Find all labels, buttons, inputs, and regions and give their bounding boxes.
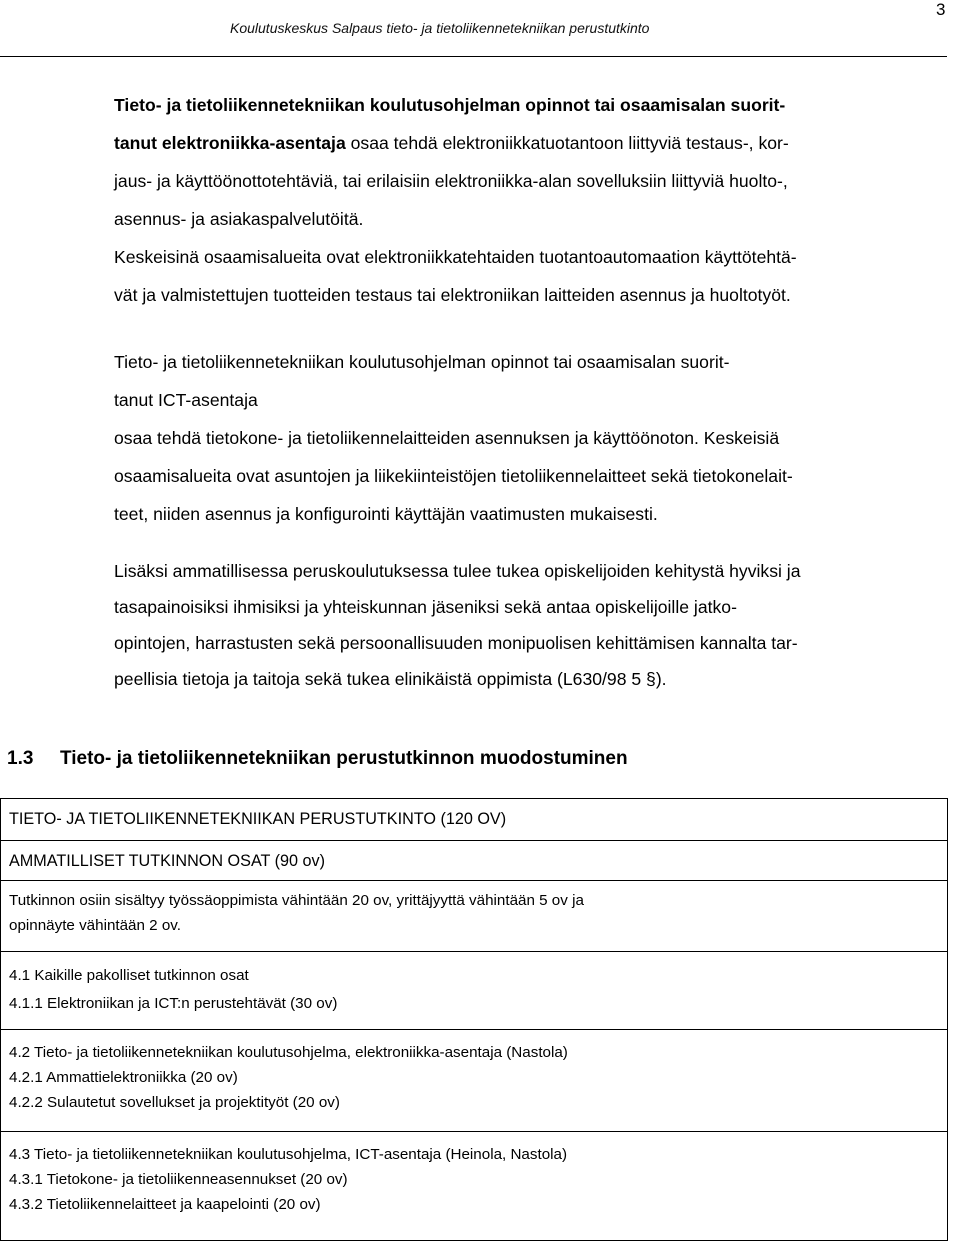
- table-row: [1, 952, 947, 1030]
- paragraph-ict-installer: [114, 343, 956, 533]
- page-header: [0, 0, 960, 60]
- table-line: 4.2.1 Ammattielektroniikka (20 ov): [9, 1069, 238, 1086]
- bold-term: tanut elektroniikka-asentaja: [114, 133, 346, 153]
- table-line: 4.3.1 Tietokone- ja tietoliikenneasennukset (20 ov): [9, 1171, 348, 1188]
- table-line: 4.2 Tieto- ja tietoliikennetekniikan koulutusohjelma, elektroniikka-asentaja (Nastola): [9, 1044, 568, 1061]
- paragraph-line: peellisia tietoja ja taitoja sekä tukea elinikäistä oppimista (L630/98 5 §).: [114, 669, 667, 689]
- paragraph-key-areas: [114, 238, 956, 314]
- table-line: opinnäyte vähintään 2 ov.: [9, 917, 181, 934]
- section-number: 1.3: [7, 748, 34, 769]
- table-line: 4.3.2 Tietoliikennelaitteet ja kaapelointi (20 ov): [9, 1196, 321, 1213]
- paragraph-line: teet, niiden asennus ja konfigurointi käyttäjän vaatimusten mukaisesti.: [114, 504, 658, 524]
- table-row: [1, 799, 947, 841]
- table-row: [1, 1132, 947, 1217]
- paragraph-electronics-installer: [114, 86, 956, 238]
- paragraph-general-education: [114, 553, 956, 697]
- paragraph-line: jaus- ja käyttöönottotehtäviä, tai erilaisiin elektroniikka-alan sovelluksiin liittyviä huolto-,: [114, 171, 788, 191]
- paragraph-line: Tieto- ja tietoliikennetekniikan koulutusohjelman opinnot tai osaamisalan suorit-: [114, 352, 730, 372]
- paragraph-line: vät ja valmistettujen tuotteiden testaus tai elektroniikan laitteiden asennus ja huoltotyöt.: [114, 285, 791, 305]
- paragraph-line: tanut ICT-asentaja: [114, 390, 258, 410]
- page-number: 3: [936, 0, 946, 19]
- vocational-units-title: AMMATILLISET TUTKINNON OSAT (90 ov): [9, 852, 326, 870]
- paragraph-line: Keskeisinä osaamisalueita ovat elektroniikkatehtaiden tuotantoautomaation käyttötehtä-: [114, 247, 797, 267]
- paragraph-line: asennus- ja asiakaspalvelutöitä.: [114, 209, 364, 229]
- paragraph-line: osaa tehdä elektroniikkatuotantoon liittyviä testaus-, kor-: [345, 133, 789, 153]
- degree-structure-table: [0, 798, 948, 1241]
- paragraph-line: osaamisalueita ovat asuntojen ja liikekiinteistöjen tietoliikennelaitteet sekä tietokonelait-: [114, 466, 793, 486]
- paragraph-line: Tieto- ja tietoliikennetekniikan koulutusohjelman opinnot tai osaamisalan suorit-: [114, 95, 786, 115]
- table-line: Tutkinnon osiin sisältyy työssäoppimista vähintään 20 ov, yrittäjyyttä vähintään 5 ov ja: [9, 892, 584, 909]
- table-line: 4.3 Tieto- ja tietoliikennetekniikan koulutusohjelma, ICT-asentaja (Heinola, Nastola): [9, 1146, 568, 1163]
- paragraph-line: Lisäksi ammatillisessa peruskoulutuksessa tulee tukea opiskelijoiden kehitystä hyviksi ja: [114, 561, 801, 581]
- table-row: [1, 881, 947, 952]
- section-heading: [7, 744, 947, 774]
- body-content: [114, 86, 956, 697]
- paragraph-line: osaa tehdä tietokone- ja tietoliikennelaitteiden asennuksen ja käyttöönoton. Keskeisiä: [114, 428, 780, 448]
- table-line: 4.1 Kaikille pakolliset tutkinnon osat: [9, 967, 249, 984]
- section-title: Tieto- ja tietoliikennetekniikan perustutkinnon muodostuminen: [60, 748, 628, 769]
- paragraph-line: tasapainoisiksi ihmisiksi ja yhteiskunnan jäseniksi sekä antaa opiskelijoille jatko-: [114, 597, 737, 617]
- table-line: 4.2.2 Sulautetut sovellukset ja projektityöt (20 ov): [9, 1094, 340, 1111]
- header-title: Koulutuskeskus Salpaus tieto- ja tietoliikennetekniikan perustutkinto: [230, 20, 650, 36]
- table-row: [1, 1030, 947, 1132]
- paragraph-line: opintojen, harrastusten sekä persoonallisuuden monipuolisen kehittämisen kannalta tar-: [114, 633, 798, 653]
- degree-title: TIETO- JA TIETOLIIKENNETEKNIIKAN PERUSTUTKINTO (120 OV): [9, 810, 507, 828]
- table-row: [1, 841, 947, 881]
- table-line: 4.1.1 Elektroniikan ja ICT:n perustehtävät (30 ov): [9, 995, 338, 1012]
- header-rule: [0, 56, 947, 57]
